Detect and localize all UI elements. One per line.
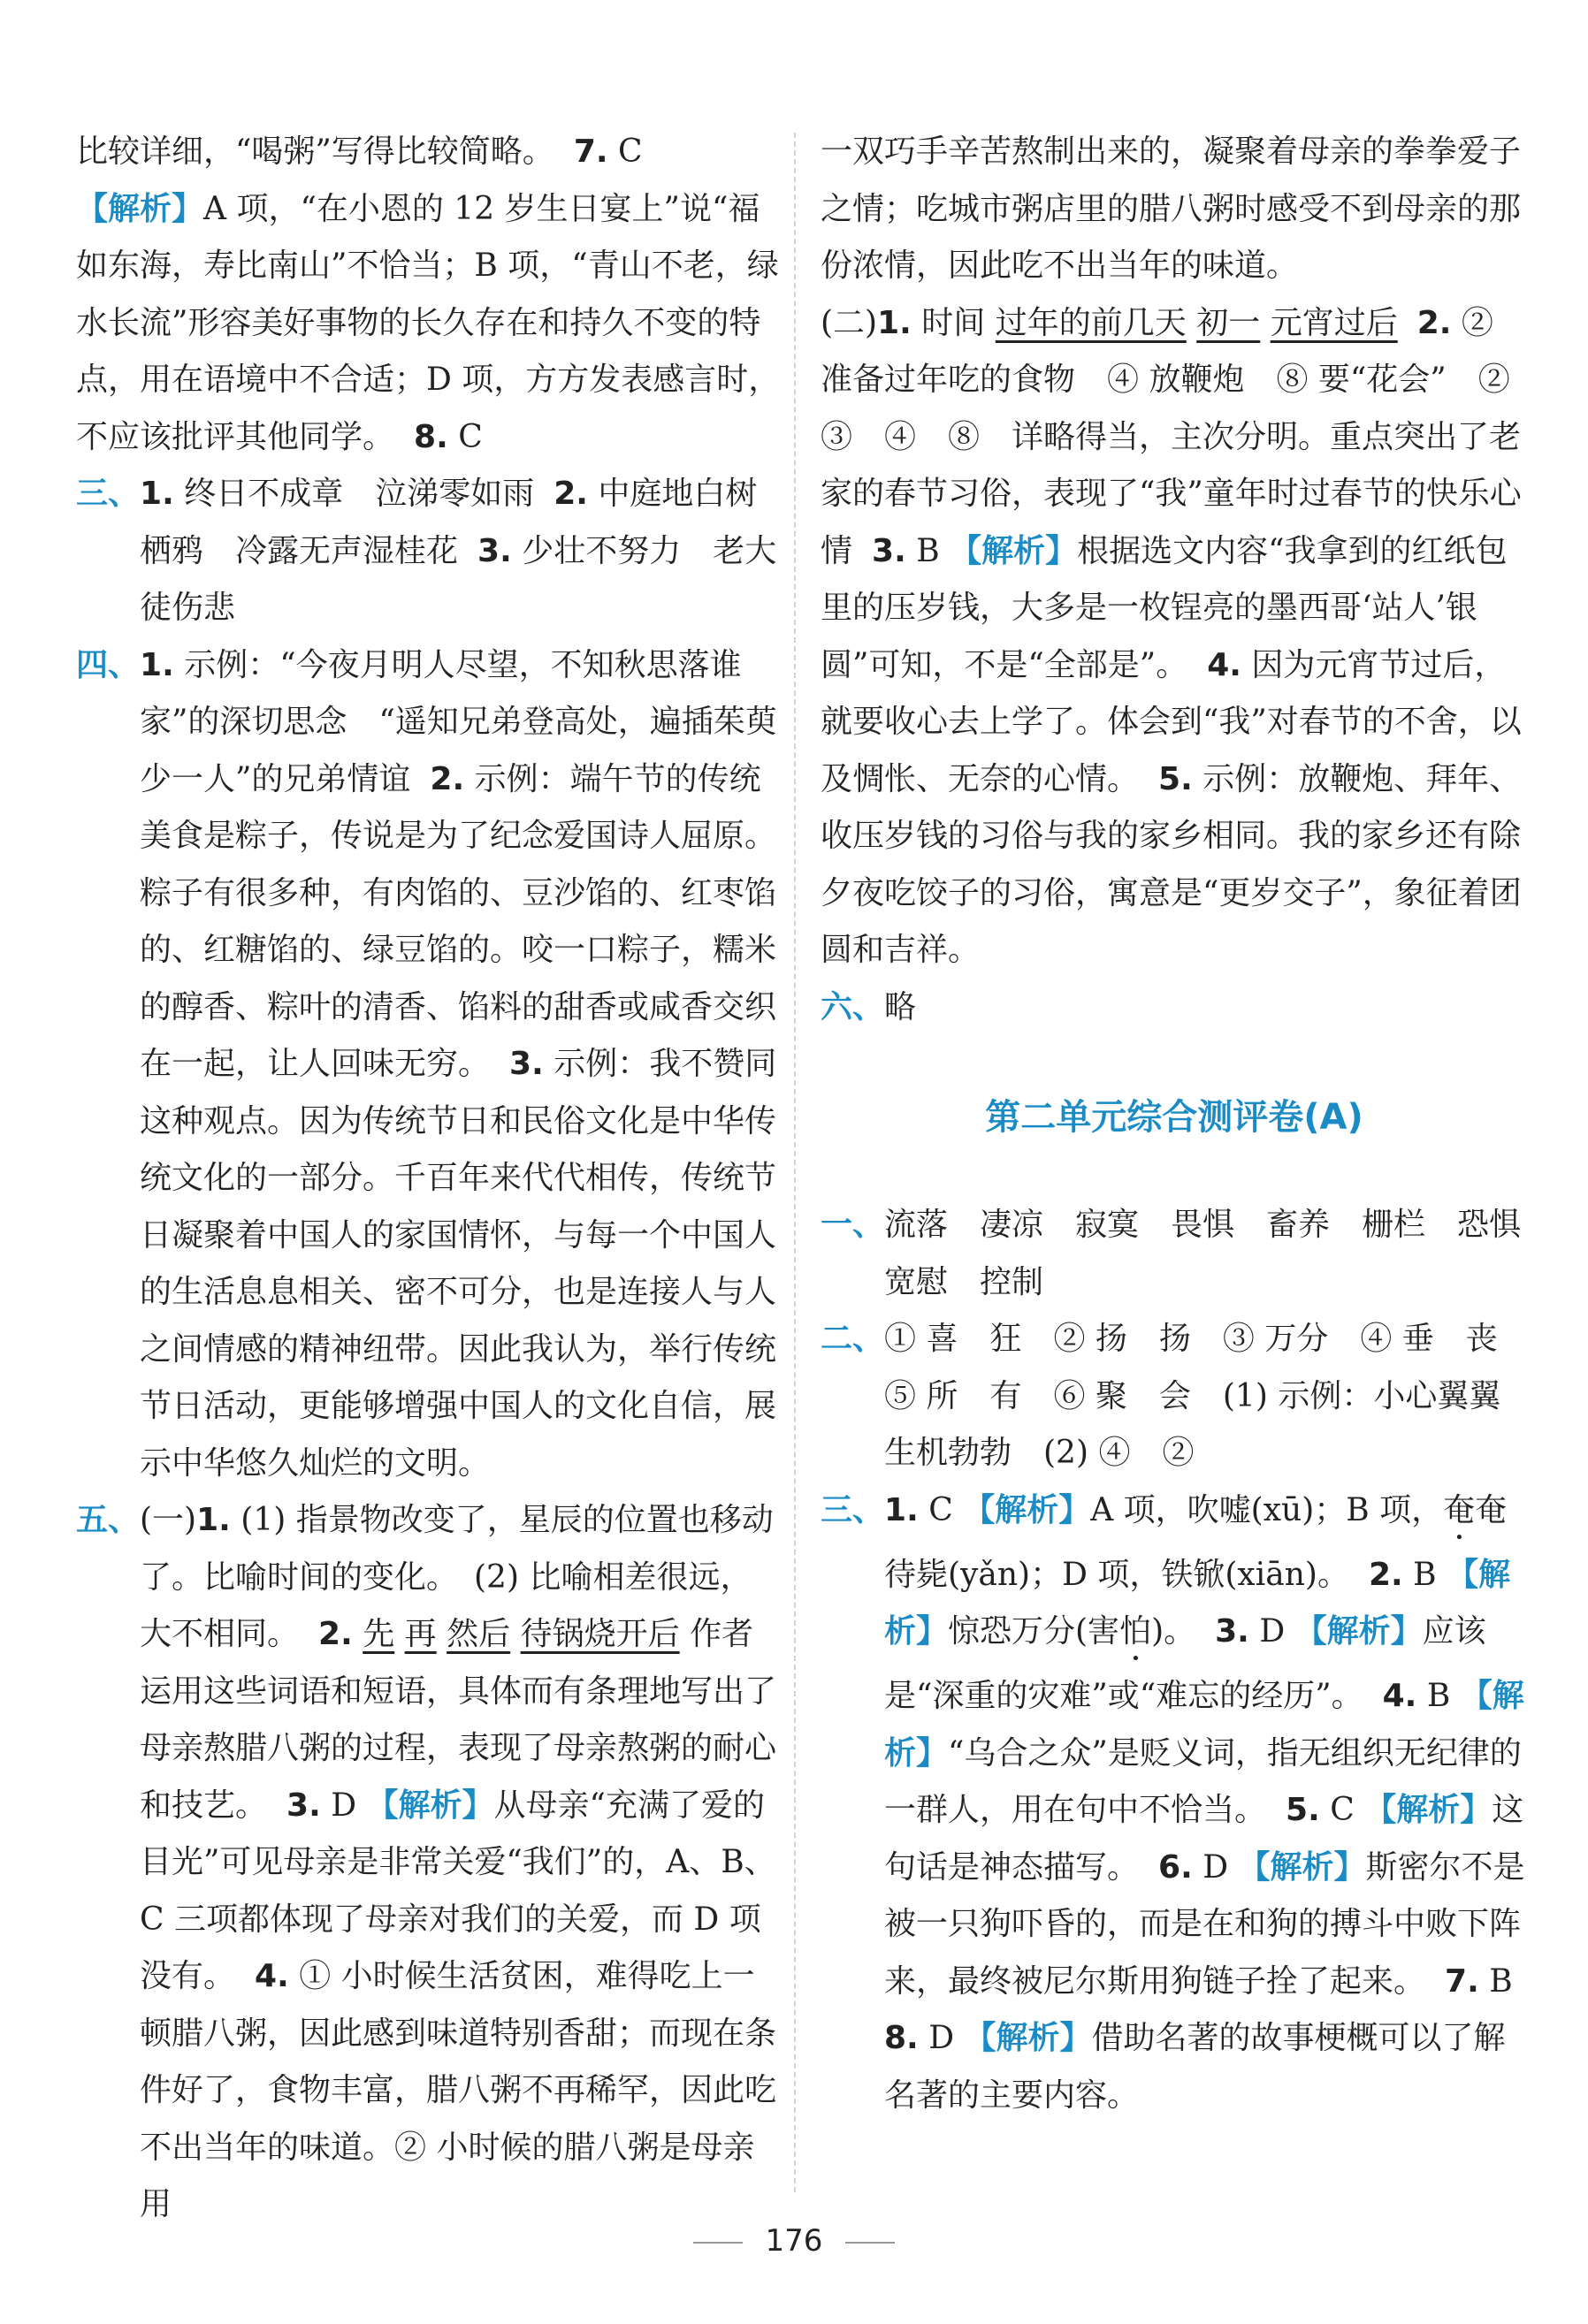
answer-continuation [821, 124, 1528, 295]
answer-choice: B [1489, 1962, 1513, 2000]
analysis-paragraph [76, 181, 783, 467]
answer-text: 作者运用这些词语和短语，具体而有条理地写出了母亲熬腊八粥的过程，表现了母亲熬粥的耐心和技艺。 [140, 1616, 777, 1824]
analysis-text: 应该是“深重的灾难”或“难忘的经历”。 [884, 1613, 1486, 1714]
footer-rule-right [845, 2242, 895, 2244]
unit-section-three [821, 1482, 1528, 2125]
section-label: 三、 [76, 476, 141, 512]
question-number: 1. [140, 476, 174, 512]
section-label: 一、 [821, 1207, 885, 1243]
answer-text: 示例：“今夜月明人尽望，不知秋思落谁家”的深切思念 “遥知兄弟登高处，遍插茱萸少一人”的兄弟情谊 [140, 646, 777, 797]
analysis-tag: 【解析】 [76, 190, 204, 227]
underlined-word: 待锅烧开后 [520, 1616, 680, 1652]
analysis-tag: 【解析】 [366, 1787, 494, 1824]
answer-text: 时间 [921, 304, 986, 341]
emphasized-char: 怕 [1119, 1613, 1152, 1650]
analysis-text: )。 [1151, 1613, 1196, 1650]
section-label: 四、 [76, 646, 141, 683]
analysis-text: “乌合之众”是贬义词，指无组织无纪律的一群人，用在句中不恰当。 [884, 1734, 1522, 1828]
answer-choice: B [1426, 1678, 1451, 1714]
question-number: 2. [554, 476, 588, 512]
question-number: 6. [1158, 1848, 1193, 1886]
analysis-text: 斯密尔不是被一只狗吓昏的，而是在和狗的搏斗中败下阵来，最终被尼尔斯用狗链子拴了起来。 [884, 1848, 1525, 2000]
column-divider [794, 133, 796, 2192]
question-number: 3. [509, 1046, 544, 1082]
question-number: 8. [884, 2020, 919, 2056]
analysis-text: 奄待毙(yǎn)；D 项，铁锨(xiān)。 [884, 1491, 1508, 1593]
section-five [76, 1492, 783, 2234]
analysis-tag: 【解析】 [1294, 1613, 1423, 1650]
analysis-text: A 项，“在小恩的 12 岁生日宴上”说“福如东海，寿比南山”不恰当；B 项，“青山不老，绿水长流”形容美好事物的长久存在和持久不变的特点，用在语境中不合适；D 项，方方发表感言时，不应该批评其他同学。 [76, 190, 781, 455]
answer-text: 示例：端午节的传统美食是粽子，传说是为了纪念爱国诗人屈原。粽子有很多种，有肉馅的、豆沙馅的、红枣馅的、红糖馅的、绿豆馅的。咬一口粽子，糯米的醇香、粽叶的清香、馅料的甜香或咸香交织在一起，让人回味无穷。 [140, 760, 777, 1082]
answer-choice: C [1330, 1792, 1355, 1828]
answer-choice: B [1413, 1556, 1437, 1593]
analysis-tag: 【解析】 [950, 532, 1078, 569]
question-number: 4. [255, 1958, 289, 1994]
analysis-tag: 【解析】 [963, 1491, 1091, 1528]
section-three [76, 466, 783, 637]
answer-choice: C [618, 133, 643, 170]
answer-text: 示例：我不赞同这种观点。因为传统节日和民俗文化是中华传统文化的一部分。千百年来代代相传，传统节日凝聚着中国人的家国情怀，与每一个中国人的生活息息相关、密不可分，也是连接人与人之间情感的精神纽带。因此我认为，举行传统节日活动，更能够增强中国人的文化自信，展示中华悠久灿烂的文明。 [140, 1046, 777, 1482]
analysis-text: 根据选文内容“我拿到的红纸包里的压岁钱，大多是一枚锃亮的墨西哥‘站人’银圆”可知，不是“全部是”。 [821, 532, 1508, 683]
answer-choice: D [1259, 1613, 1286, 1650]
answer-text: 流落 凄凉 寂寞 畏惧 畜养 栅栏 恐惧 宽慰 控制 [884, 1207, 1554, 1300]
answer-text: 一双巧手辛苦熬制出来的，凝聚着母亲的拳拳爱子之情；吃城市粥店里的腊八粥时感受不到母亲的那份浓情，因此吃不出当年的味道。 [821, 133, 1522, 284]
answer-text: 因为元宵节过后，就要收心去上学了。体会到“我”对春节的不舍，以及惆怅、无奈的心情。 [821, 646, 1522, 797]
section-four [76, 637, 783, 1493]
question-number: 3. [286, 1787, 321, 1824]
answer-text: 中庭地白树栖鸦 冷露无声湿桂花 [140, 476, 758, 569]
answer-choice: C [458, 418, 483, 455]
underlined-word: 先 [363, 1616, 395, 1652]
question-number: 1. [877, 304, 912, 341]
question-number: 1. [140, 646, 174, 683]
question-number: 2. [318, 1616, 353, 1652]
section-label: 五、 [76, 1502, 141, 1538]
answer-choice: B [916, 532, 940, 569]
underlined-word: 元宵过后 [1270, 304, 1398, 341]
page-footer [0, 2223, 1588, 2259]
analysis-tag: 【解析】 [884, 1556, 1511, 1650]
question-number: 5. [1158, 760, 1193, 797]
answer-choice: D [331, 1787, 357, 1824]
question-number: 3. [872, 532, 906, 569]
page-number: 176 [765, 2223, 823, 2259]
subsection-two [821, 295, 1542, 979]
question-number: 2. [1368, 1556, 1403, 1593]
answer-text: 少壮不努力 老大徒伤悲 [140, 532, 777, 626]
answer-choice: D [1202, 1848, 1229, 1886]
footer-rule-left [693, 2242, 743, 2244]
question-number: 1. [196, 1502, 231, 1538]
left-column [76, 124, 783, 2234]
answer-text: ② 准备过年吃的食物 ④ 放鞭炮 ⑧ 要“花会” ② ③ ④ ⑧ 详略得当，主次分明。重点突出了老家的春节习俗，表现了“我”童年时过春节的快乐心情 [821, 304, 1542, 569]
question-number: 7. [1445, 1962, 1479, 2000]
question-number: 8. [414, 418, 448, 455]
answer-text: (1) 指景物改变了，星辰的位置也移动了。比喻时间的变化。 (2) 比喻相差很远，大不相同。 [140, 1502, 774, 1652]
underlined-word: 初一 [1196, 304, 1261, 341]
question-number: 5. [1286, 1792, 1320, 1828]
emphasized-char: 奄 [1443, 1491, 1476, 1528]
question-number: 7. [573, 133, 608, 170]
answer-line [76, 124, 783, 181]
analysis-tag: 【解析】 [964, 2020, 1092, 2056]
answer-text: 终日不成章 泣涕零如雨 [184, 476, 535, 512]
answer-text: ① 喜 狂 ② 扬 扬 ③ 万分 ④ 垂 丧 ⑤ 所 有 ⑥ 聚 会 (1) 示例：小心翼翼 生机勃勃 (2) ④ ② [884, 1321, 1533, 1471]
answer-text: 略 [884, 988, 917, 1025]
answer-text: 示例：放鞭炮、拜年、收压岁钱的习俗与我的家乡相同。我的家乡还有除夕夜吃饺子的习俗，寓意是“更岁交子”，象征着团圆和吉祥。 [821, 760, 1522, 968]
question-number: 1. [884, 1491, 919, 1528]
answer-choice: C [928, 1491, 953, 1528]
right-column [821, 124, 1554, 2124]
question-number: 4. [1382, 1678, 1417, 1714]
analysis-tag: 【解析】 [1238, 1848, 1366, 1886]
section-label: 二、 [821, 1321, 885, 1357]
underlined-word: 再 [404, 1616, 437, 1652]
analysis-text: 从母亲“充满了爱的目光”可见母亲是非常关爱“我们”的，A、B、C 三项都体现了母亲对我们的关爱，而 D 项没有。 [140, 1787, 776, 1994]
subsection-label: (一) [140, 1502, 197, 1538]
section-label: 三、 [821, 1491, 885, 1528]
subsection-label: (二) [821, 304, 878, 341]
unit-section-two [821, 1311, 1533, 1482]
analysis-tag: 【解析】 [1364, 1792, 1493, 1828]
question-number: 3. [477, 532, 512, 569]
underlined-word: 然后 [447, 1616, 511, 1652]
answer-text: 比较详细，“喝粥”写得比较简略。 [76, 133, 554, 170]
unit-title: 第二单元综合测评卷(A) [985, 1097, 1363, 1138]
answer-text: ① 小时候生活贫困，难得吃上一顿腊八粥，因此感到味道特别香甜；而现在条件好了，食物丰富，腊八粥不再稀罕，因此吃不出当年的味道。② 小时候的腊八粥是母亲用 [140, 1958, 777, 2222]
analysis-text: 借助名著的故事梗概可以了解名著的主要内容。 [884, 2020, 1506, 2114]
question-number: 4. [1207, 646, 1241, 683]
question-number: 2. [1416, 304, 1452, 341]
analysis-text: A 项，吹嘘(xū)；B 项， [1090, 1491, 1444, 1528]
analysis-text: 惊恐万分(害 [948, 1613, 1120, 1650]
answer-choice: D [928, 2020, 955, 2056]
question-number: 2. [430, 760, 465, 797]
section-label: 六、 [821, 988, 885, 1025]
underlined-word: 过年的前几天 [995, 304, 1187, 341]
analysis-tag: 【解析】 [884, 1678, 1524, 1772]
analysis-text: 这句话是神态描写。 [884, 1792, 1524, 1886]
unit-section-one [821, 1197, 1554, 1311]
section-six [821, 979, 1528, 1037]
question-number: 3. [1215, 1613, 1249, 1650]
